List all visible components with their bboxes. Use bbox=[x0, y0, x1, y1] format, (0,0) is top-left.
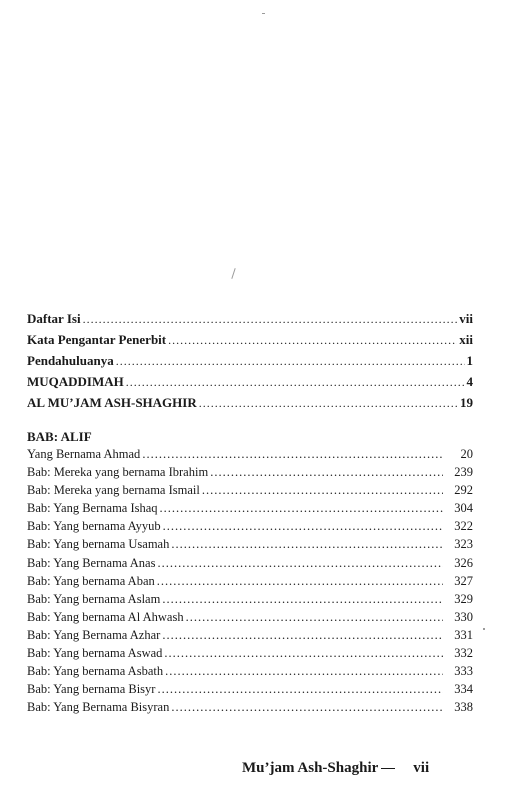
toc-entry-page: 304 bbox=[454, 501, 473, 516]
toc-entry-page: 334 bbox=[454, 682, 473, 697]
running-title: Mu’jam Ash-Shaghir bbox=[242, 760, 379, 776]
dot-leader bbox=[171, 698, 443, 716]
dot-leader bbox=[157, 554, 443, 572]
toc-row-page: vii bbox=[459, 311, 473, 326]
dot-leader bbox=[164, 644, 443, 662]
toc-row-label: MUQADDIMAH bbox=[27, 374, 124, 389]
toc-entry[interactable] bbox=[27, 680, 473, 698]
toc-row-label: Daftar Isi bbox=[27, 311, 81, 326]
dot-leader bbox=[162, 590, 443, 608]
toc-entry[interactable] bbox=[27, 572, 473, 590]
dot-leader bbox=[160, 499, 443, 517]
toc-entry-label: Bab: Yang bernama Ayyub bbox=[27, 519, 161, 534]
toc-entry-page: 292 bbox=[454, 483, 473, 498]
page-footer bbox=[242, 760, 429, 777]
toc-entry[interactable] bbox=[27, 554, 473, 572]
scan-speck bbox=[231, 268, 235, 279]
dot-leader bbox=[157, 572, 443, 590]
scan-speck bbox=[262, 13, 265, 14]
toc-entry-page: 333 bbox=[454, 664, 473, 679]
scan-speck bbox=[483, 628, 485, 630]
toc-row-page: 19 bbox=[460, 395, 473, 410]
toc-entry[interactable] bbox=[27, 445, 473, 463]
toc-entry-label: Bab: Yang bernama Bisyr bbox=[27, 682, 156, 697]
toc-entry-label: Bab: Yang bernama Aswad bbox=[27, 646, 163, 661]
dot-leader bbox=[186, 608, 443, 626]
toc-row[interactable] bbox=[27, 308, 473, 329]
toc-entry-label: Bab: Yang bernama Aban bbox=[27, 573, 155, 588]
toc-row[interactable] bbox=[27, 392, 473, 413]
dot-leader bbox=[202, 481, 443, 499]
toc-entry[interactable] bbox=[27, 535, 473, 553]
toc-entry-label: Yang Bernama Ahmad bbox=[27, 447, 141, 461]
toc-row-label: Kata Pengantar Penerbit bbox=[27, 332, 167, 347]
toc-entry-page: 329 bbox=[454, 591, 473, 606]
toc-entry-page: 338 bbox=[454, 700, 473, 715]
toc-entry[interactable] bbox=[27, 499, 473, 517]
page-number: vii bbox=[413, 760, 430, 776]
toc-entry[interactable] bbox=[27, 463, 473, 481]
toc-entry-page: 239 bbox=[454, 465, 473, 480]
toc-row[interactable] bbox=[27, 350, 473, 371]
dot-leader bbox=[210, 463, 443, 481]
dot-leader bbox=[83, 309, 458, 329]
toc-entry-page: 322 bbox=[454, 519, 473, 534]
toc-entry-label: Bab: Yang Bernama Azhar bbox=[27, 627, 161, 642]
toc-entry[interactable] bbox=[27, 644, 473, 662]
toc-row[interactable] bbox=[27, 371, 473, 392]
toc-entry[interactable] bbox=[27, 608, 473, 626]
toc-entry-page: 332 bbox=[454, 646, 473, 661]
toc-entry-label: Bab: Yang bernama Al Ahwash bbox=[27, 609, 184, 624]
toc-entry-page: 326 bbox=[454, 555, 473, 570]
toc-entry-label: Bab: Yang bernama Aslam bbox=[27, 591, 161, 606]
toc-entry-page: 323 bbox=[454, 537, 473, 552]
dot-leader bbox=[142, 445, 443, 463]
dot-leader bbox=[162, 626, 443, 644]
toc-entry-label: Bab: Yang Bernama Bisyran bbox=[27, 700, 170, 715]
toc-entry-page: 331 bbox=[454, 627, 473, 642]
dot-leader bbox=[171, 535, 443, 553]
dot-leader bbox=[116, 351, 465, 371]
toc-row[interactable] bbox=[27, 329, 473, 350]
toc-entry-page: 330 bbox=[454, 609, 473, 624]
toc-row-page: xii bbox=[459, 332, 473, 347]
toc-entry-page: 327 bbox=[454, 573, 473, 588]
chapter-list bbox=[27, 445, 473, 716]
toc-row-page: 4 bbox=[466, 374, 473, 389]
front-matter-list bbox=[27, 308, 473, 413]
toc-entry[interactable] bbox=[27, 481, 473, 499]
toc-entry-label: Bab: Mereka yang bernama Ismail bbox=[27, 483, 200, 498]
dot-leader bbox=[165, 662, 443, 680]
dot-leader bbox=[168, 330, 457, 350]
toc-entry-label: Bab: Yang bernama Usamah bbox=[27, 537, 170, 552]
toc-entry-label: Bab: Yang Bernama Anas bbox=[27, 555, 156, 570]
toc-row-page: 1 bbox=[466, 353, 473, 368]
dot-leader bbox=[126, 372, 465, 392]
dot-leader bbox=[199, 393, 458, 413]
section-heading: BAB: ALIF bbox=[27, 429, 92, 444]
toc-entry-label: Bab: Yang bernama Asbath bbox=[27, 664, 164, 679]
toc-entry[interactable] bbox=[27, 517, 473, 535]
toc-row-label: AL MU’JAM ASH-SHAGHIR bbox=[27, 395, 197, 410]
toc-entry-page: 20 bbox=[460, 447, 473, 461]
toc-entry[interactable] bbox=[27, 590, 473, 608]
toc-entry-label: Bab: Mereka yang bernama Ibrahim bbox=[27, 465, 209, 480]
footer-dash bbox=[381, 768, 395, 769]
dot-leader bbox=[163, 517, 443, 535]
dot-leader bbox=[157, 680, 443, 698]
toc-entry[interactable] bbox=[27, 698, 473, 716]
toc-entry-label: Bab: Yang Bernama Ishaq bbox=[27, 501, 158, 516]
toc-entry[interactable] bbox=[27, 662, 473, 680]
toc-row-label: Pendahuluanya bbox=[27, 353, 114, 368]
toc-entry[interactable] bbox=[27, 626, 473, 644]
